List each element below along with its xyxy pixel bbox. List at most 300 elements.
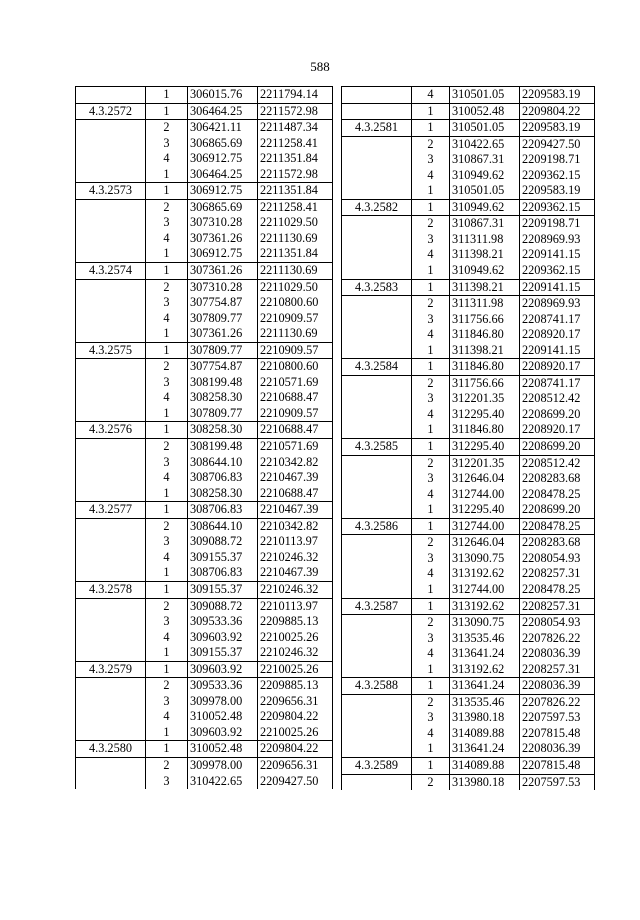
table-row [76, 183, 333, 200]
point-number: 1 [146, 581, 188, 598]
table-row [76, 694, 333, 710]
table-row [342, 120, 595, 137]
x-coordinate: 311756.66 [450, 312, 520, 328]
x-coordinate: 313980.18 [450, 710, 520, 726]
page-number: 588 [310, 59, 330, 74]
section-number: 4.3.2583 [342, 279, 412, 296]
x-coordinate: 311846.80 [450, 359, 520, 376]
section-number [342, 375, 412, 391]
y-coordinate: 2208478.25 [520, 518, 595, 535]
section-number: 4.3.2576 [76, 422, 146, 439]
x-coordinate: 310949.62 [450, 263, 520, 279]
y-coordinate: 2209885.13 [258, 678, 333, 694]
x-coordinate: 306464.25 [188, 167, 258, 183]
point-number: 1 [412, 359, 450, 376]
x-coordinate: 307754.87 [188, 295, 258, 311]
section-number: 4.3.2575 [76, 342, 146, 359]
point-number: 3 [412, 312, 450, 328]
section-number: 4.3.2585 [342, 439, 412, 456]
x-coordinate: 310867.31 [450, 216, 520, 232]
table-row [76, 439, 333, 455]
section-number [342, 710, 412, 726]
y-coordinate: 2209141.15 [520, 247, 595, 263]
y-coordinate: 2211572.98 [258, 167, 333, 183]
table-row [76, 279, 333, 295]
point-number: 2 [412, 296, 450, 312]
table-row [342, 535, 595, 551]
y-coordinate: 2209141.15 [520, 343, 595, 359]
section-number [342, 183, 412, 199]
y-coordinate: 2208283.68 [520, 471, 595, 487]
point-number: 4 [146, 231, 188, 247]
section-number [76, 406, 146, 422]
section-number: 4.3.2587 [342, 598, 412, 615]
section-number [76, 725, 146, 741]
point-number: 2 [146, 359, 188, 375]
y-coordinate: 2210800.60 [258, 295, 333, 311]
section-number [76, 359, 146, 375]
y-coordinate: 2207826.22 [520, 631, 595, 647]
y-coordinate: 2210571.69 [258, 375, 333, 391]
x-coordinate: 308644.10 [188, 455, 258, 471]
section-number [76, 120, 146, 136]
section-number [76, 550, 146, 566]
y-coordinate: 2210467.39 [258, 502, 333, 519]
table-row [76, 167, 333, 183]
section-number [76, 565, 146, 581]
point-number: 4 [412, 646, 450, 662]
y-coordinate: 2208054.93 [520, 615, 595, 631]
y-coordinate: 2210025.26 [258, 630, 333, 646]
table-row [76, 774, 333, 790]
x-coordinate: 308258.30 [188, 390, 258, 406]
table-row [76, 151, 333, 167]
x-coordinate: 307361.26 [188, 231, 258, 247]
x-coordinate: 306865.69 [188, 199, 258, 215]
section-number [342, 327, 412, 343]
y-coordinate: 2210246.32 [258, 581, 333, 598]
y-coordinate: 2211487.34 [258, 120, 333, 136]
section-number [76, 709, 146, 725]
section-number [76, 311, 146, 327]
table-row [76, 375, 333, 391]
point-number: 4 [412, 487, 450, 503]
point-number: 4 [412, 407, 450, 423]
point-number: 3 [412, 631, 450, 647]
point-number: 3 [412, 152, 450, 168]
point-number: 2 [146, 757, 188, 773]
section-number [342, 471, 412, 487]
section-number [342, 726, 412, 742]
y-coordinate: 2208969.93 [520, 296, 595, 312]
y-coordinate: 2210246.32 [258, 550, 333, 566]
y-coordinate: 2210246.32 [258, 645, 333, 661]
point-number: 3 [412, 471, 450, 487]
point-number: 2 [146, 120, 188, 136]
table-row [76, 630, 333, 646]
point-number: 1 [146, 263, 188, 280]
table-row [76, 342, 333, 359]
section-number [76, 694, 146, 710]
table-row [342, 741, 595, 757]
point-number: 1 [412, 502, 450, 518]
point-number: 3 [146, 774, 188, 790]
section-number [76, 87, 146, 104]
y-coordinate: 2211258.41 [258, 136, 333, 152]
x-coordinate: 312201.35 [450, 455, 520, 471]
table-row [76, 295, 333, 311]
point-number: 3 [412, 551, 450, 567]
point-number: 2 [146, 199, 188, 215]
x-coordinate: 310052.48 [450, 103, 520, 120]
table-row [76, 120, 333, 136]
point-number: 1 [146, 645, 188, 661]
right-table-body [342, 87, 595, 791]
table-row [342, 439, 595, 456]
table-row [342, 391, 595, 407]
y-coordinate: 2209583.19 [520, 87, 595, 104]
point-number: 2 [412, 136, 450, 152]
section-number [76, 390, 146, 406]
point-number: 4 [412, 247, 450, 263]
x-coordinate: 310052.48 [188, 709, 258, 725]
table-row [76, 534, 333, 550]
table-row [76, 757, 333, 773]
x-coordinate: 310422.65 [188, 774, 258, 790]
x-coordinate: 314089.88 [450, 726, 520, 742]
section-number: 4.3.2574 [76, 263, 146, 280]
y-coordinate: 2209885.13 [258, 614, 333, 630]
y-coordinate: 2211029.50 [258, 279, 333, 295]
x-coordinate: 312646.04 [450, 535, 520, 551]
table-row [76, 486, 333, 502]
table-row [76, 359, 333, 375]
section-number [342, 662, 412, 678]
section-number [76, 757, 146, 773]
table-row [342, 327, 595, 343]
section-number [76, 375, 146, 391]
table-row [342, 502, 595, 518]
y-coordinate: 2208283.68 [520, 535, 595, 551]
x-coordinate: 311846.80 [450, 327, 520, 343]
y-coordinate: 2208741.17 [520, 375, 595, 391]
x-coordinate: 307361.26 [188, 263, 258, 280]
x-coordinate: 309155.37 [188, 645, 258, 661]
point-number: 1 [412, 741, 450, 757]
section-number [342, 615, 412, 631]
point-number: 4 [412, 327, 450, 343]
point-number: 2 [146, 678, 188, 694]
table-row [342, 487, 595, 503]
y-coordinate: 2208257.31 [520, 598, 595, 615]
table-row [76, 598, 333, 614]
section-number [76, 774, 146, 790]
point-number: 1 [146, 486, 188, 502]
y-coordinate: 2209427.50 [258, 774, 333, 790]
y-coordinate: 2210025.26 [258, 661, 333, 678]
x-coordinate: 310867.31 [450, 152, 520, 168]
table-row [342, 582, 595, 598]
coordinate-table-left [75, 86, 333, 789]
x-coordinate: 312295.40 [450, 407, 520, 423]
point-number: 3 [146, 694, 188, 710]
x-coordinate: 306464.25 [188, 103, 258, 120]
point-number: 4 [412, 726, 450, 742]
section-number [342, 694, 412, 710]
section-number: 4.3.2589 [342, 757, 412, 774]
point-number: 4 [412, 168, 450, 184]
y-coordinate: 2211351.84 [258, 246, 333, 262]
y-coordinate: 2210113.97 [258, 534, 333, 550]
table-row [76, 470, 333, 486]
section-number [342, 487, 412, 503]
y-coordinate: 2208036.39 [520, 741, 595, 757]
table-row [342, 136, 595, 152]
point-number: 2 [412, 694, 450, 710]
point-number: 1 [412, 263, 450, 279]
table-row [342, 199, 595, 216]
table-row [76, 661, 333, 678]
point-number: 1 [146, 87, 188, 104]
y-coordinate: 2210800.60 [258, 359, 333, 375]
left-table-body [76, 87, 333, 790]
point-number: 3 [146, 455, 188, 471]
x-coordinate: 310949.62 [450, 168, 520, 184]
point-number: 4 [412, 87, 450, 104]
y-coordinate: 2211351.84 [258, 151, 333, 167]
section-number [76, 136, 146, 152]
point-number: 2 [412, 615, 450, 631]
y-coordinate: 2210342.82 [258, 518, 333, 534]
x-coordinate: 306912.75 [188, 246, 258, 262]
section-number [76, 439, 146, 455]
section-number [342, 87, 412, 104]
y-coordinate: 2210688.47 [258, 390, 333, 406]
x-coordinate: 312744.00 [450, 518, 520, 535]
table-row [342, 518, 595, 535]
x-coordinate: 307310.28 [188, 279, 258, 295]
y-coordinate: 2207815.48 [520, 726, 595, 742]
point-number: 2 [146, 439, 188, 455]
y-coordinate: 2208741.17 [520, 312, 595, 328]
point-number: 2 [412, 535, 450, 551]
table-row [76, 231, 333, 247]
x-coordinate: 310501.05 [450, 183, 520, 199]
point-number: 3 [412, 710, 450, 726]
x-coordinate: 312201.35 [450, 391, 520, 407]
section-number [342, 296, 412, 312]
section-number: 4.3.2578 [76, 581, 146, 598]
y-coordinate: 2209427.50 [520, 136, 595, 152]
y-coordinate: 2210909.57 [258, 311, 333, 327]
table-row [76, 406, 333, 422]
y-coordinate: 2208512.42 [520, 455, 595, 471]
table-row [76, 581, 333, 598]
y-coordinate: 2208512.42 [520, 391, 595, 407]
x-coordinate: 310052.48 [188, 741, 258, 758]
table-row [76, 422, 333, 439]
point-number: 1 [412, 343, 450, 359]
x-coordinate: 306912.75 [188, 151, 258, 167]
y-coordinate: 2208036.39 [520, 678, 595, 695]
y-coordinate: 2208699.20 [520, 439, 595, 456]
y-coordinate: 2207597.53 [520, 774, 595, 790]
x-coordinate: 312295.40 [450, 502, 520, 518]
section-number [342, 422, 412, 438]
y-coordinate: 2211130.69 [258, 231, 333, 247]
point-number: 3 [146, 534, 188, 550]
table-row [342, 774, 595, 790]
point-number: 4 [146, 470, 188, 486]
section-number [76, 215, 146, 231]
x-coordinate: 314089.88 [450, 757, 520, 774]
section-number [76, 199, 146, 215]
x-coordinate: 308199.48 [188, 439, 258, 455]
point-number: 1 [146, 167, 188, 183]
point-number: 1 [412, 120, 450, 137]
y-coordinate: 2210571.69 [258, 439, 333, 455]
table-row [342, 279, 595, 296]
x-coordinate: 313535.46 [450, 631, 520, 647]
table-row [342, 662, 595, 678]
section-number [342, 216, 412, 232]
table-row [342, 359, 595, 376]
x-coordinate: 313535.46 [450, 694, 520, 710]
section-number [342, 551, 412, 567]
table-row [342, 247, 595, 263]
table-row [342, 598, 595, 615]
table-row [76, 518, 333, 534]
y-coordinate: 2211258.41 [258, 199, 333, 215]
x-coordinate: 308199.48 [188, 375, 258, 391]
table-row [342, 710, 595, 726]
y-coordinate: 2211029.50 [258, 215, 333, 231]
point-number: 1 [146, 406, 188, 422]
y-coordinate: 2208920.17 [520, 359, 595, 376]
section-number [342, 502, 412, 518]
table-row [342, 343, 595, 359]
y-coordinate: 2211572.98 [258, 103, 333, 120]
table-row [76, 645, 333, 661]
table-row [342, 678, 595, 695]
section-number [342, 455, 412, 471]
x-coordinate: 312744.00 [450, 582, 520, 598]
y-coordinate: 2209804.22 [258, 709, 333, 725]
point-number: 4 [412, 566, 450, 582]
y-coordinate: 2207815.48 [520, 757, 595, 774]
section-number [76, 279, 146, 295]
y-coordinate: 2209656.31 [258, 694, 333, 710]
y-coordinate: 2210025.26 [258, 725, 333, 741]
section-number [342, 646, 412, 662]
table-row [76, 502, 333, 519]
x-coordinate: 310949.62 [450, 199, 520, 216]
y-coordinate: 2209804.22 [520, 103, 595, 120]
section-number [342, 407, 412, 423]
table-row [342, 263, 595, 279]
section-number [342, 741, 412, 757]
table-row [76, 614, 333, 630]
x-coordinate: 309978.00 [188, 694, 258, 710]
table-row [76, 263, 333, 280]
section-number [76, 231, 146, 247]
y-coordinate: 2208699.20 [520, 502, 595, 518]
table-row [76, 709, 333, 725]
section-number [342, 343, 412, 359]
x-coordinate: 312744.00 [450, 487, 520, 503]
x-coordinate: 309155.37 [188, 581, 258, 598]
section-number [342, 103, 412, 120]
y-coordinate: 2208036.39 [520, 646, 595, 662]
section-number [76, 326, 146, 342]
table-row [76, 741, 333, 758]
y-coordinate: 2210467.39 [258, 565, 333, 581]
point-number: 1 [146, 103, 188, 120]
point-number: 2 [146, 518, 188, 534]
table-row [76, 136, 333, 152]
x-coordinate: 309603.92 [188, 630, 258, 646]
x-coordinate: 307754.87 [188, 359, 258, 375]
section-number [76, 614, 146, 630]
x-coordinate: 310501.05 [450, 120, 520, 137]
section-number: 4.3.2573 [76, 183, 146, 200]
point-number: 3 [146, 136, 188, 152]
x-coordinate: 309978.00 [188, 757, 258, 773]
point-number: 1 [146, 565, 188, 581]
section-number [76, 598, 146, 614]
point-number: 1 [146, 342, 188, 359]
section-number [76, 630, 146, 646]
point-number: 1 [146, 246, 188, 262]
table-row [342, 646, 595, 662]
point-number: 4 [146, 709, 188, 725]
table-row [76, 87, 333, 104]
x-coordinate: 311311.98 [450, 296, 520, 312]
table-row [342, 87, 595, 104]
table-row [342, 551, 595, 567]
table-row [342, 407, 595, 423]
section-number [76, 151, 146, 167]
section-number [76, 455, 146, 471]
y-coordinate: 2207826.22 [520, 694, 595, 710]
x-coordinate: 308644.10 [188, 518, 258, 534]
x-coordinate: 309155.37 [188, 550, 258, 566]
point-number: 1 [146, 502, 188, 519]
table-row [342, 232, 595, 248]
section-number [342, 232, 412, 248]
table-row [76, 678, 333, 694]
table-row [76, 565, 333, 581]
y-coordinate: 2207597.53 [520, 710, 595, 726]
table-row [342, 168, 595, 184]
point-number: 2 [412, 774, 450, 790]
section-number: 4.3.2572 [76, 103, 146, 120]
point-number: 3 [146, 215, 188, 231]
x-coordinate: 309088.72 [188, 534, 258, 550]
x-coordinate: 307809.77 [188, 311, 258, 327]
point-number: 1 [146, 661, 188, 678]
y-coordinate: 2208699.20 [520, 407, 595, 423]
table-row [342, 455, 595, 471]
table-row [342, 566, 595, 582]
table-row [76, 326, 333, 342]
y-coordinate: 2211794.14 [258, 87, 333, 104]
y-coordinate: 2210342.82 [258, 455, 333, 471]
table-row [342, 726, 595, 742]
point-number: 3 [412, 391, 450, 407]
x-coordinate: 311311.98 [450, 232, 520, 248]
x-coordinate: 313641.24 [450, 678, 520, 695]
